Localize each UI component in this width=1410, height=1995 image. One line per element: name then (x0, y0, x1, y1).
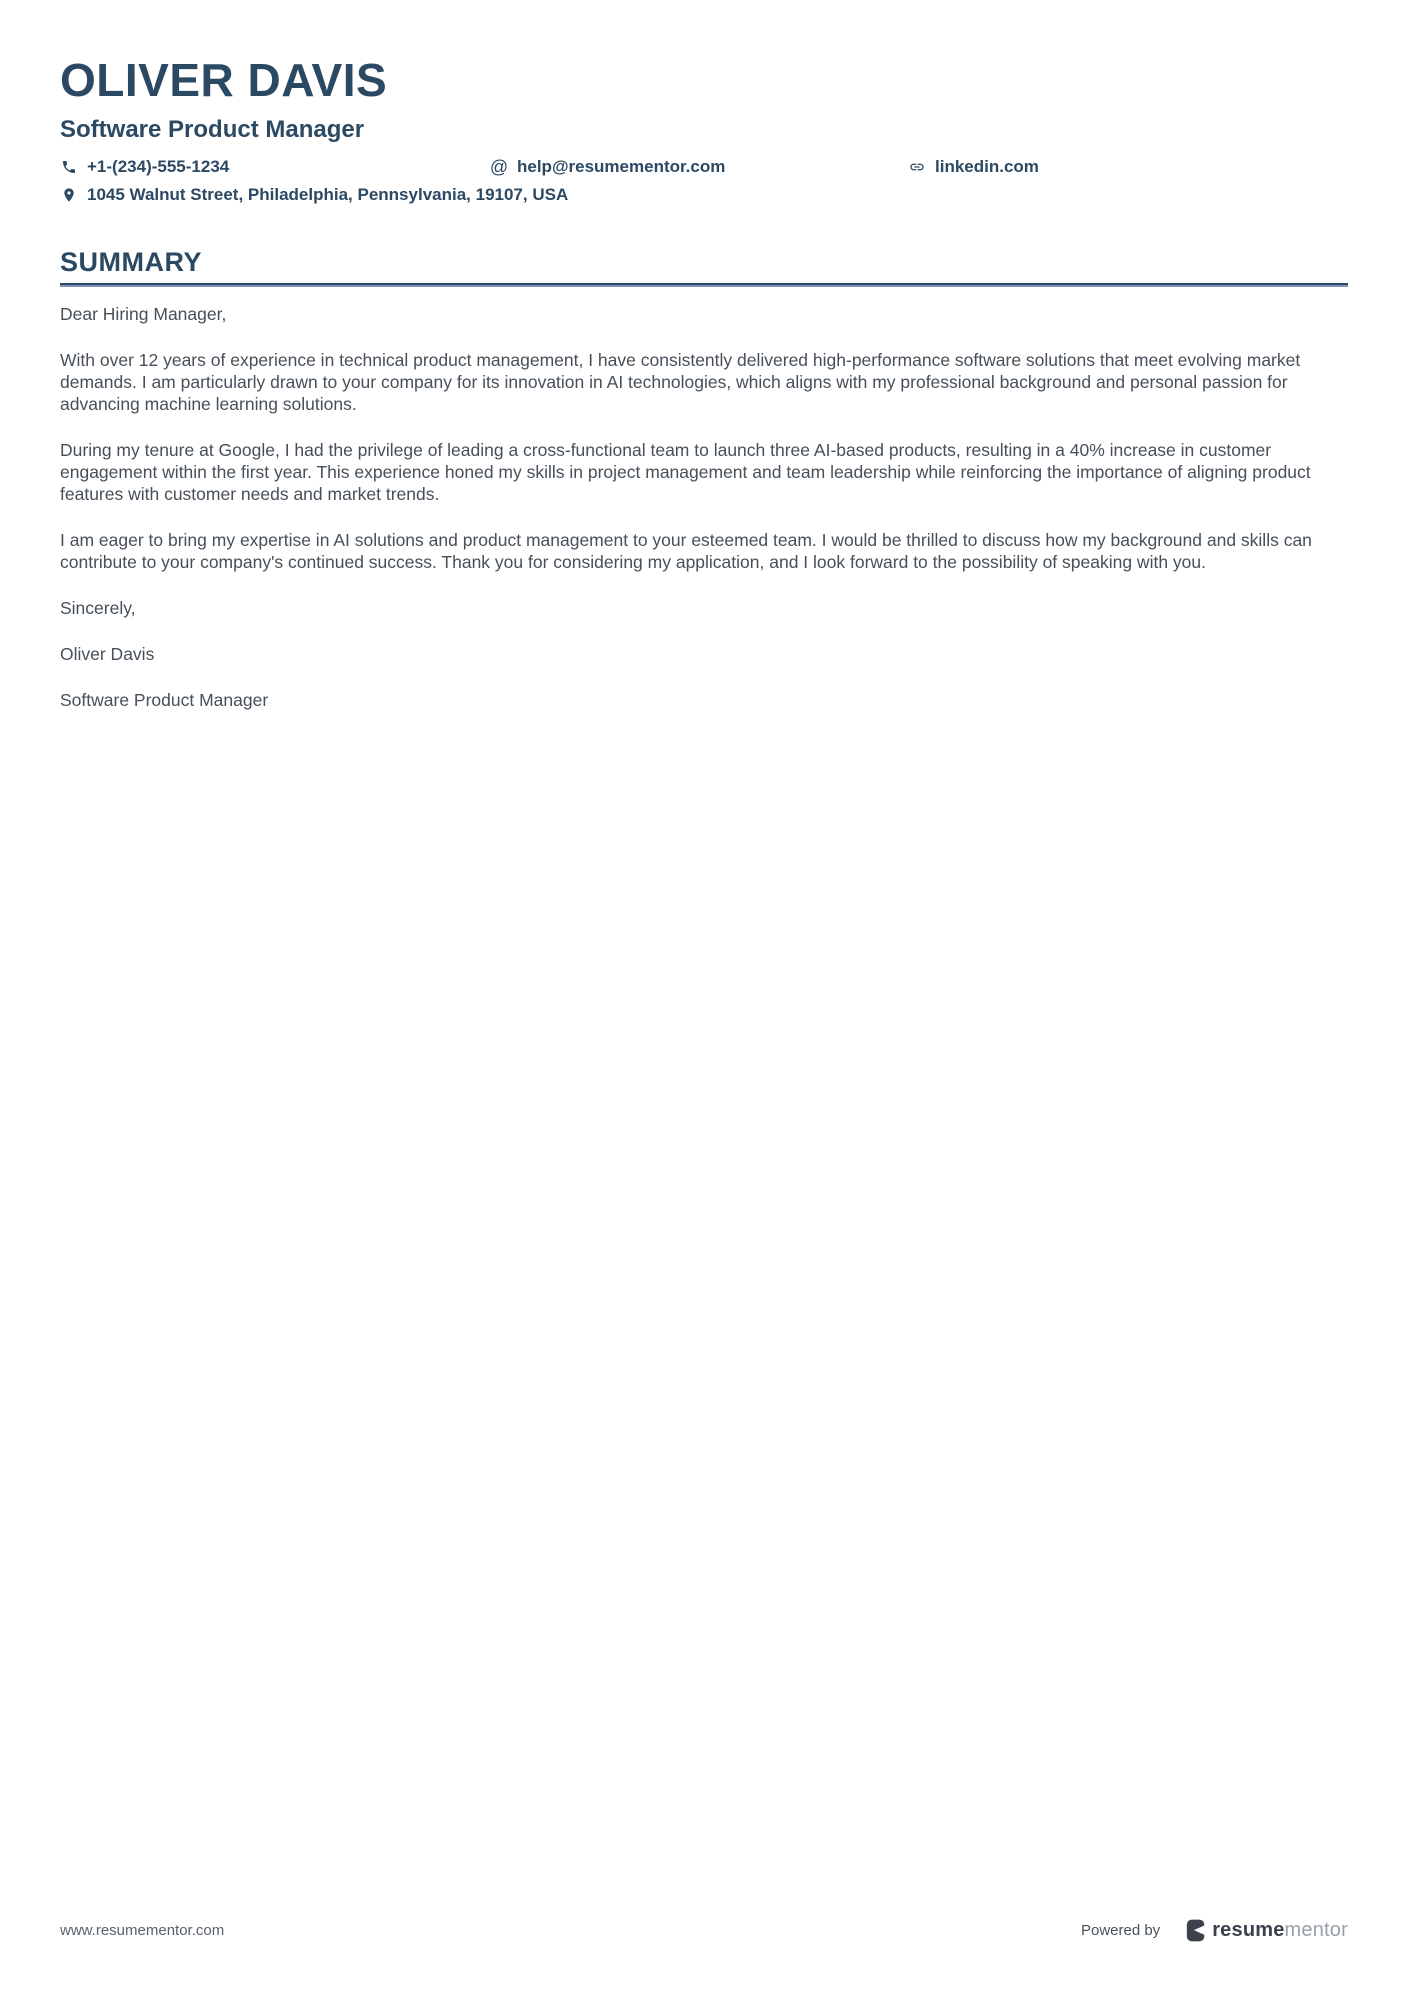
phone-icon (60, 158, 78, 176)
brand-glyph-icon (1186, 1918, 1206, 1943)
powered-by-group (1081, 1918, 1348, 1943)
salutation: Dear Hiring Manager, (60, 304, 227, 325)
brand-wordmark (1212, 1919, 1348, 1942)
address-row (60, 185, 1348, 205)
footer-website-link[interactable]: www.resumementor.com (60, 1922, 225, 1939)
brand-bold-text: resume (1212, 1919, 1285, 1941)
signature-title: Software Product Manager (60, 690, 269, 711)
map-pin-icon (60, 186, 78, 204)
linkedin-url[interactable]: linkedin.com (935, 157, 1039, 177)
resumementor-logo[interactable] (1186, 1918, 1348, 1943)
candidate-name: OLIVER DAVIS (60, 54, 388, 106)
signature-name: Oliver Davis (60, 644, 155, 665)
contact-address (60, 185, 1348, 205)
letter-body (60, 303, 1348, 711)
contact-phone (60, 157, 490, 177)
summary-heading: SUMMARY (60, 247, 202, 278)
closing: Sincerely, (60, 598, 136, 619)
link-icon (908, 158, 926, 176)
summary-divider (60, 283, 1348, 287)
address-text: 1045 Walnut Street, Philadelphia, Pennsylvania, 19107, USA (87, 185, 569, 205)
phone-number: +1-(234)-555-1234 (87, 157, 230, 177)
contact-row (60, 157, 1348, 177)
summary-section (60, 247, 1348, 287)
contact-linkedin[interactable] (908, 157, 1348, 177)
candidate-job-title: Software Product Manager (60, 116, 365, 144)
header (60, 56, 1348, 205)
at-icon: @ (489, 156, 509, 177)
page-content (60, 0, 1348, 735)
footer (60, 1918, 1348, 1943)
letter-paragraph: I am eager to bring my expertise in AI solutions and product management to your esteemed team. I would be thrilled to discuss how my background and skills can contribute to your company's continued success. Thank you for considering my application, and I look forward to the possibility of speaking with you. (60, 530, 1312, 573)
letter-paragraph: With over 12 years of experience in technical product management, I have consistently delivered high-performance software solutions that meet evolving market demands. I am particularly drawn to your company for its innovation in AI technologies, which aligns with my professional background and personal passion for advancing machine learning solutions. (60, 350, 1301, 415)
brand-light-text: mentor (1284, 1919, 1348, 1941)
letter-paragraph: During my tenure at Google, I had the privilege of leading a cross-functional team to launch three AI-based products, resulting in a 40% increase in customer engagement within the first year. This experience honed my skills in project management and team leadership while reinforcing the importance of aligning product features with customer needs and market trends. (60, 440, 1311, 505)
email-address[interactable]: help@resumementor.com (517, 157, 726, 177)
powered-by-label: Powered by (1080, 1922, 1161, 1939)
contact-email[interactable] (490, 157, 908, 177)
